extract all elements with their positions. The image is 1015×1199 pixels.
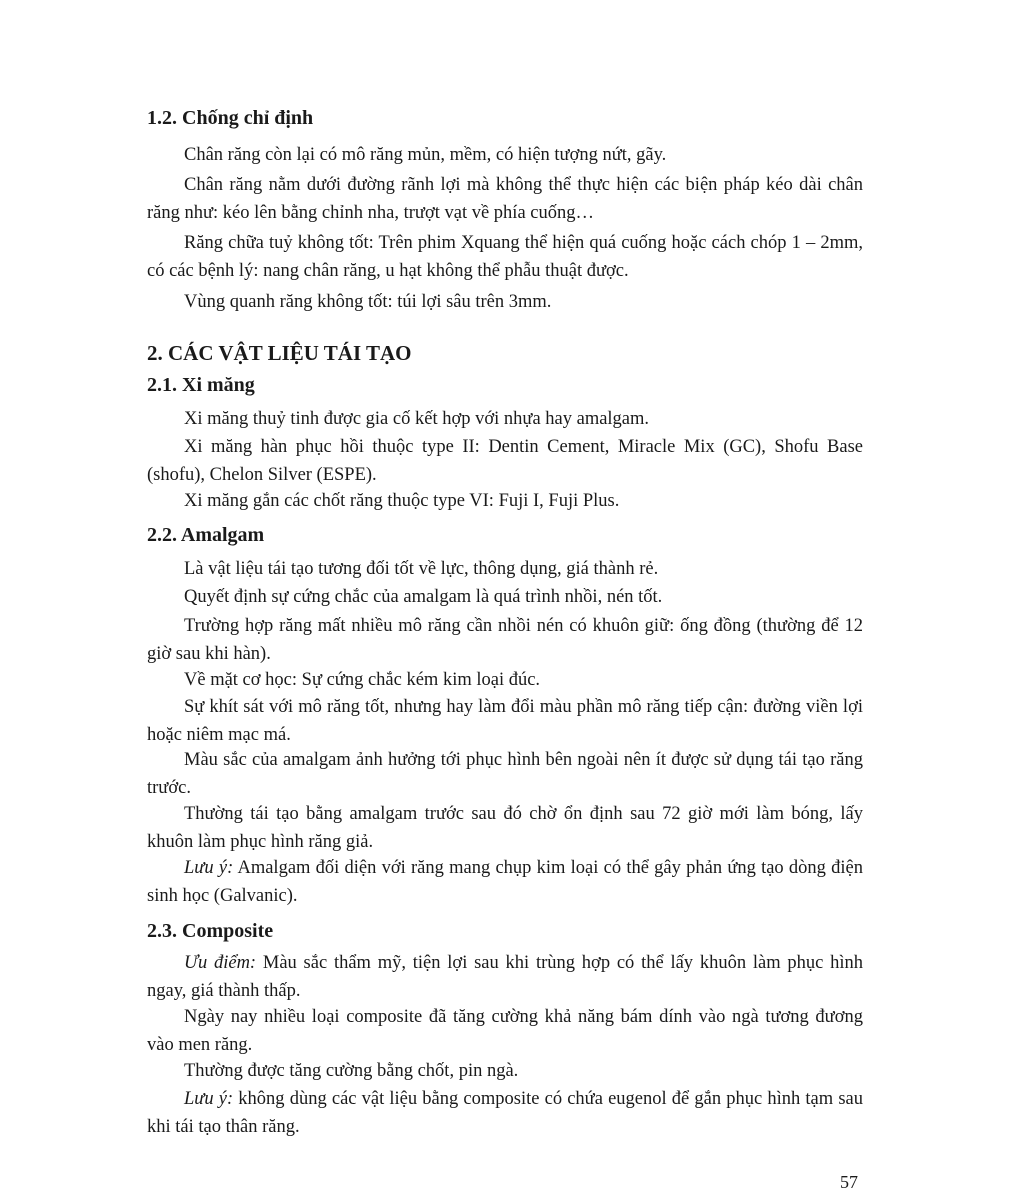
note-label: Lưu ý: xyxy=(184,1089,234,1109)
paragraph: Sự khít sát với mô răng tốt, nhưng hay làm đổi màu phần mô răng tiếp cận: đường viền lợi hoặc niêm mạc má. xyxy=(147,697,863,745)
note-text: không dùng các vật liệu bằng composite có chứa eugenol để gắn phục hình tạm sau khi tái tạo thân răng. xyxy=(147,1089,863,1137)
section-2-1-heading: 2.1. Xi măng xyxy=(147,374,255,396)
note-label: Lưu ý: xyxy=(184,858,234,878)
paragraph: Chân răng nằm dưới đường rãnh lợi mà không thể thực hiện các biện pháp kéo dài chân răng như: kéo lên bằng chỉnh nha, trượt vạt về phía cuống… xyxy=(147,175,863,223)
paragraph-note xyxy=(147,854,863,910)
paragraph: Răng chữa tuỷ không tốt: Trên phim Xquang thể hiện quá cuống hoặc cách chóp 1 – 2mm, có các bệnh lý: nang chân răng, u hạt không thể phẫu thuật được. xyxy=(147,233,863,281)
paragraph: Trường hợp răng mất nhiều mô răng cần nhồi nén có khuôn giữ: ống đồng (thường để 12 giờ sau khi hàn). xyxy=(147,616,863,664)
paragraph: Xi măng thuỷ tinh được gia cố kết hợp với nhựa hay amalgam. xyxy=(184,409,650,429)
advantage-text: Màu sắc thẩm mỹ, tiện lợi sau khi trùng hợp có thể lấy khuôn làm phục hình ngay, giá thành thấp. xyxy=(147,953,863,1001)
paragraph: Thường tái tạo bằng amalgam trước sau đó chờ ổn định sau 72 giờ mới làm bóng, lấy khuôn làm phục hình răng giả. xyxy=(147,804,863,852)
paragraph-note xyxy=(147,1085,863,1141)
paragraph: Ngày nay nhiều loại composite đã tăng cường khả năng bám dính vào ngà tương đương vào men răng. xyxy=(147,1007,863,1055)
section-1-2-heading: 1.2. Chống chỉ định xyxy=(147,107,314,129)
section-2-2-heading: 2.2. Amalgam xyxy=(147,524,265,546)
paragraph: Chân răng còn lại có mô răng mủn, mềm, có hiện tượng nứt, gãy. xyxy=(184,145,667,165)
paragraph: Về mặt cơ học: Sự cứng chắc kém kim loại đúc. xyxy=(184,670,541,690)
paragraph: Là vật liệu tái tạo tương đối tốt về lực, thông dụng, giá thành rẻ. xyxy=(184,559,659,579)
paragraph: Xi măng hàn phục hồi thuộc type II: Dentin Cement, Miracle Mix (GC), Shofu Base (shofu), Chelon Silver (ESPE). xyxy=(147,437,863,485)
paragraph: Xi măng gắn các chốt răng thuộc type VI: Fuji I, Fuji Plus. xyxy=(184,491,620,511)
section-2-heading: 2. CÁC VẬT LIỆU TÁI TẠO xyxy=(147,341,412,365)
advantage-label: Ưu điểm: xyxy=(184,953,257,973)
paragraph: Quyết định sự cứng chắc của amalgam là quá trình nhồi, nén tốt. xyxy=(184,587,663,607)
page-number: 57 xyxy=(840,1172,858,1192)
paragraph-advantage xyxy=(147,949,863,1005)
paragraph: Thường được tăng cường bằng chốt, pin ngà. xyxy=(184,1061,519,1081)
paragraph: Vùng quanh răng không tốt: túi lợi sâu trên 3mm. xyxy=(184,292,552,312)
note-text: Amalgam đối diện với răng mang chụp kim loại có thể gây phản ứng tạo dòng điện sinh học (Galvanic). xyxy=(147,858,863,906)
section-2-3-heading: 2.3. Composite xyxy=(147,920,274,942)
paragraph: Màu sắc của amalgam ảnh hưởng tới phục hình bên ngoài nên ít được sử dụng tái tạo răng trước. xyxy=(147,750,863,798)
